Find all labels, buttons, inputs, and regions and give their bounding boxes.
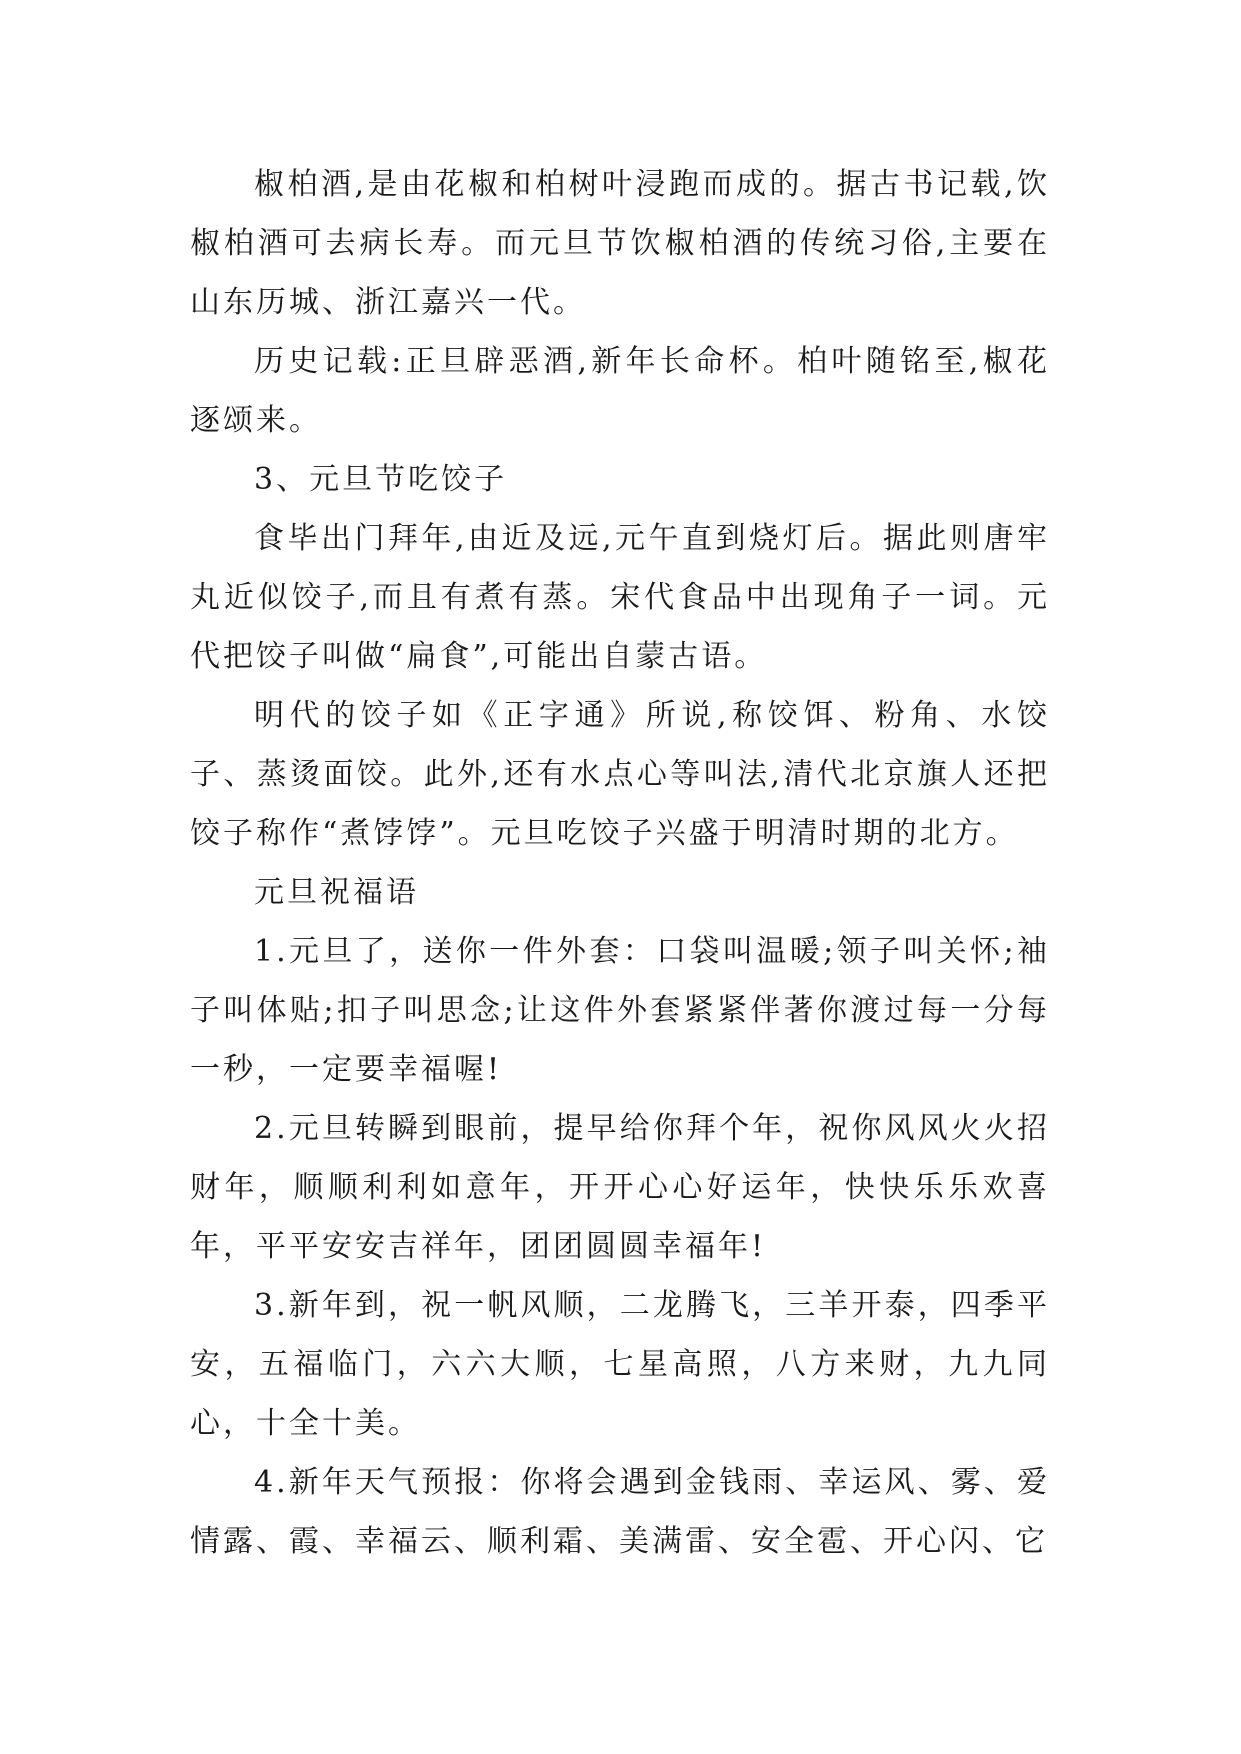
- blessing-item-3: 3.新年到，祝一帆风顺，二龙腾飞，三羊开泰，四季平安，五福临门，六六大顺，七星高照，八方来财，九九同心，十全十美。: [190, 1288, 1050, 1441]
- section-heading-dumplings: 3、元旦节吃饺子: [254, 462, 508, 497]
- paragraph-historical-record: 历史记载:正旦辟恶酒,新年长命杯。柏叶随铭至,椒花逐颂来。: [190, 344, 1050, 438]
- paragraph-dumplings-history: 食毕出门拜年,由近及远,元午直到烧灯后。据此则唐牢丸近似饺子,而且有煮有蒸。宋代食品中出现角子一词。元代把饺子叫做“扁食”,可能出自蒙古语。: [190, 521, 1050, 674]
- paragraph-jiaobai-wine: 椒柏酒,是由花椒和柏树叶浸跑而成的。据古书记载,饮椒柏酒可去病长寿。而元旦节饮椒柏酒的传统习俗,主要在山东历城、浙江嘉兴一代。: [190, 167, 1050, 320]
- section-heading-blessings: 元旦祝福语: [254, 875, 419, 910]
- blessing-item-1: 1.元旦了，送你一件外套：口袋叫温暖;领子叫关怀;袖子叫体贴;扣子叫思念;让这件外套紧紧伴著你渡过每一分每一秒，一定要幸福喔!: [190, 934, 1050, 1087]
- blessing-item-4: 4.新年天气预报：你将会遇到金钱雨、幸运风、雾、爱情露、霞、幸福云、顺利霜、美满雷、安全雹、开心闪、它: [190, 1465, 1050, 1559]
- paragraph-ming-dumplings: 明代的饺子如《正字通》所说,称饺饵、粉角、水饺子、蒸烫面饺。此外,还有水点心等叫法,清代北京旗人还把饺子称作“煮饽饽”。元旦吃饺子兴盛于明清时期的北方。: [190, 698, 1050, 851]
- document-body: [190, 155, 1050, 1571]
- blessing-item-2: 2.元旦转瞬到眼前，提早给你拜个年，祝你风风火火招财年，顺顺利利如意年，开开心心好运年，快快乐乐欢喜年，平平安安吉祥年，团团圆圆幸福年!: [190, 1111, 1050, 1264]
